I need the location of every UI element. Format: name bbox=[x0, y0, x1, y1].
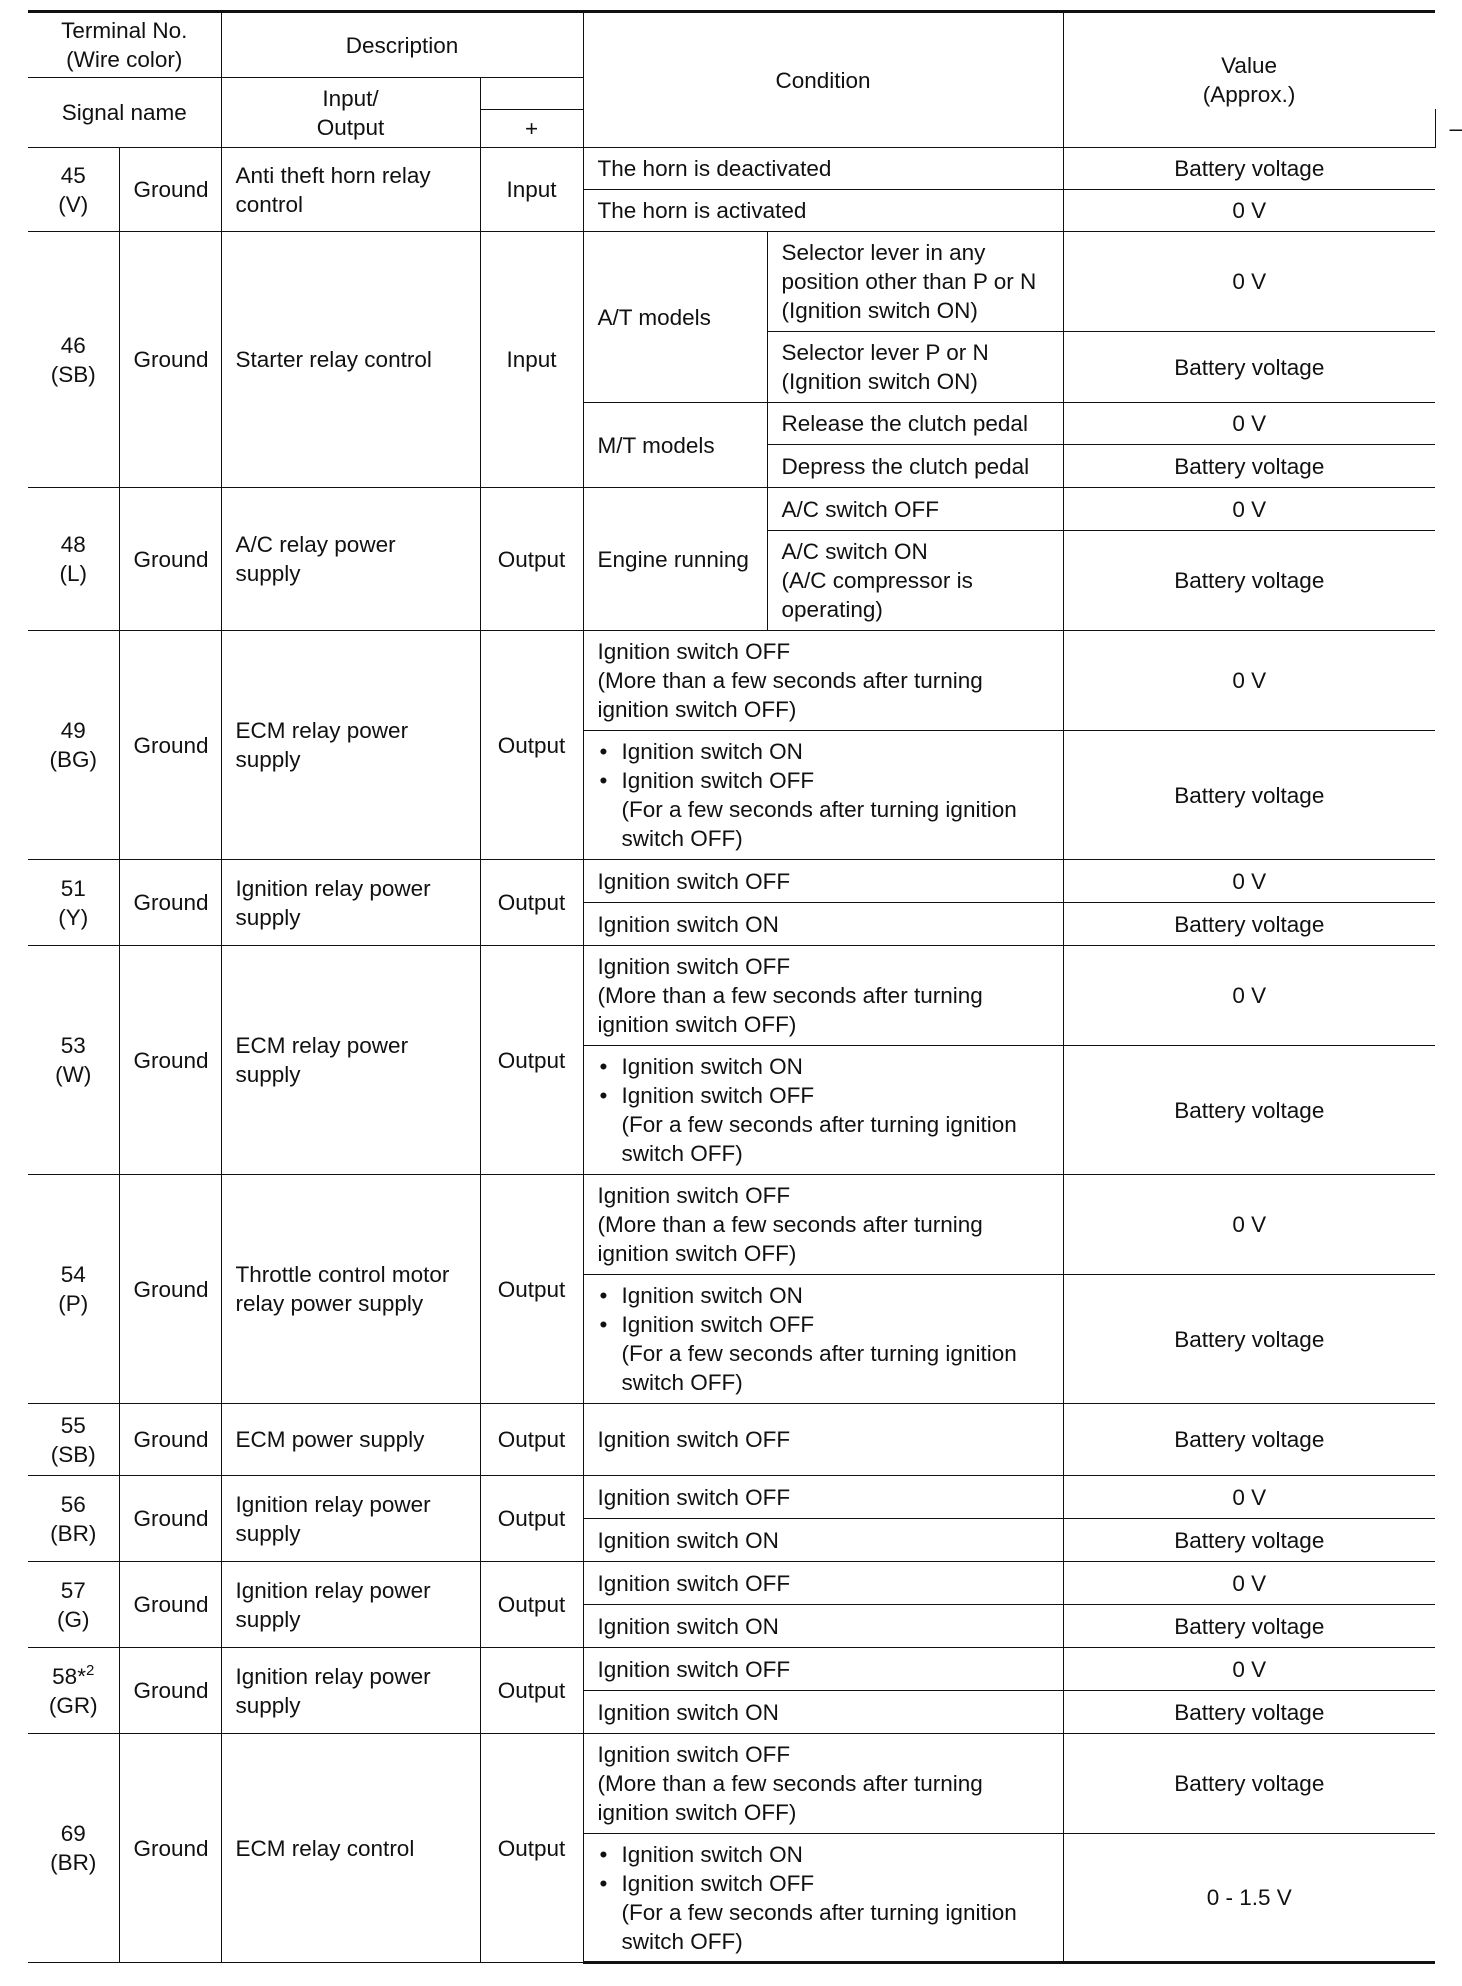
terminal-cell: 48 (L) bbox=[28, 488, 119, 631]
value-cell: Battery voltage bbox=[1063, 1734, 1435, 1834]
value-cell: 0 V bbox=[1063, 488, 1435, 531]
table-row bbox=[28, 946, 1435, 1046]
plus-header: + bbox=[480, 110, 583, 148]
terminal-cell: 51 (Y) bbox=[28, 860, 119, 946]
ground-cell: Ground bbox=[119, 1734, 221, 1963]
condition-cell: Ignition switch OFF bbox=[583, 1476, 1063, 1519]
ground-cell: Ground bbox=[119, 148, 221, 232]
io-cell: Input bbox=[480, 148, 583, 232]
header-row: + – bbox=[28, 110, 1435, 148]
table-row bbox=[28, 860, 1435, 903]
signal-cell: Throttle control motor relay power supply bbox=[221, 1175, 480, 1404]
condition-cell: Ignition switch OFF bbox=[583, 1404, 1063, 1476]
condition-cell: Ignition switch ON bbox=[583, 1691, 1063, 1734]
table-row bbox=[28, 232, 1435, 332]
table-row bbox=[28, 631, 1435, 731]
condition-cell: Ignition switch ON bbox=[583, 903, 1063, 946]
table-row bbox=[28, 1404, 1435, 1476]
terminal-cell: 46 (SB) bbox=[28, 232, 119, 488]
value-cell: Battery voltage bbox=[1063, 1691, 1435, 1734]
signal-cell: Ignition relay power supply bbox=[221, 860, 480, 946]
ground-cell: Ground bbox=[119, 631, 221, 860]
signal-cell: Ignition relay power supply bbox=[221, 1562, 480, 1648]
value-cell: 0 - 1.5 V bbox=[1063, 1834, 1435, 1963]
table-row bbox=[28, 1175, 1435, 1275]
io-cell: Output bbox=[480, 946, 583, 1175]
value-cell: 0 V bbox=[1063, 1648, 1435, 1691]
value-cell: 0 V bbox=[1063, 190, 1435, 232]
signal-cell: Ignition relay power supply bbox=[221, 1648, 480, 1734]
value-header: Value (Approx.) bbox=[1063, 12, 1435, 148]
io-cell: Output bbox=[480, 1562, 583, 1648]
value-cell: Battery voltage bbox=[1063, 731, 1435, 860]
signal-cell: Ignition relay power supply bbox=[221, 1476, 480, 1562]
condition-cell: Selector lever P or N (Ignition switch ON) bbox=[767, 332, 1063, 403]
condition-cell: Release the clutch pedal bbox=[767, 403, 1063, 445]
value-cell: Battery voltage bbox=[1063, 148, 1435, 190]
value-cell: 0 V bbox=[1063, 631, 1435, 731]
condition-cell: • Ignition switch ON • Ignition switch OFF (For a few seconds after turning ignition switch OFF) bbox=[583, 1275, 1063, 1404]
condition-cell: Ignition switch OFF (More than a few seconds after turning ignition switch OFF) bbox=[583, 946, 1063, 1046]
io-cell: Output bbox=[480, 1175, 583, 1404]
terminal-cell: 58*$^2$ (GR) bbox=[28, 1648, 119, 1734]
ground-cell: Ground bbox=[119, 1648, 221, 1734]
table-row bbox=[28, 1648, 1435, 1691]
condition-cell: Selector lever in any position other than P or N (Ignition switch ON) bbox=[767, 232, 1063, 332]
table-row bbox=[28, 1734, 1435, 1834]
condition-cell: A/C switch ON (A/C compressor is operating) bbox=[767, 531, 1063, 631]
condition-cell: Depress the clutch pedal bbox=[767, 445, 1063, 488]
terminal-cell: 69 (BR) bbox=[28, 1734, 119, 1963]
value-cell: 0 V bbox=[1063, 860, 1435, 903]
terminal-header: Terminal No. (Wire color) bbox=[28, 12, 221, 78]
terminal-cell: 57 (G) bbox=[28, 1562, 119, 1648]
terminal-cell: 49 (BG) bbox=[28, 631, 119, 860]
condition-group-cell: A/T models bbox=[583, 232, 767, 403]
condition-cell: • Ignition switch ON • Ignition switch OFF (For a few seconds after turning ignition switch OFF) bbox=[583, 1834, 1063, 1963]
condition-group-cell: Engine running bbox=[583, 488, 767, 631]
condition-cell: Ignition switch OFF bbox=[583, 1648, 1063, 1691]
table-row bbox=[28, 148, 1435, 190]
ground-cell: Ground bbox=[119, 946, 221, 1175]
io-cell: Output bbox=[480, 1648, 583, 1734]
input-output-header: Input/ Output bbox=[221, 78, 480, 148]
condition-cell: Ignition switch OFF (More than a few seconds after turning ignition switch OFF) bbox=[583, 1734, 1063, 1834]
condition-cell: The horn is activated bbox=[583, 190, 1063, 232]
condition-header: Condition bbox=[583, 12, 1063, 148]
condition-cell: Ignition switch OFF bbox=[583, 860, 1063, 903]
signal-cell: Starter relay control bbox=[221, 232, 480, 488]
value-cell: 0 V bbox=[1063, 1175, 1435, 1275]
value-cell: Battery voltage bbox=[1063, 1519, 1435, 1562]
io-cell: Output bbox=[480, 1404, 583, 1476]
value-cell: 0 V bbox=[1063, 403, 1435, 445]
condition-cell: • Ignition switch ON • Ignition switch OFF (For a few seconds after turning ignition switch OFF) bbox=[583, 1046, 1063, 1175]
io-cell: Input bbox=[480, 232, 583, 488]
value-cell: 0 V bbox=[1063, 946, 1435, 1046]
io-cell: Output bbox=[480, 488, 583, 631]
value-cell: Battery voltage bbox=[1063, 903, 1435, 946]
header-row bbox=[28, 12, 1435, 78]
signal-cell: ECM relay power supply bbox=[221, 946, 480, 1175]
condition-cell: • Ignition switch ON • Ignition switch OFF (For a few seconds after turning ignition switch OFF) bbox=[583, 731, 1063, 860]
terminal-cell: 45 (V) bbox=[28, 148, 119, 232]
io-cell: Output bbox=[480, 860, 583, 946]
signal-name-header: Signal name bbox=[28, 78, 221, 148]
signal-cell: ECM relay control bbox=[221, 1734, 480, 1963]
signal-cell: Anti theft horn relay control bbox=[221, 148, 480, 232]
terminal-cell: 53 (W) bbox=[28, 946, 119, 1175]
signal-cell: ECM power supply bbox=[221, 1404, 480, 1476]
io-cell: Output bbox=[480, 1734, 583, 1963]
condition-cell: The horn is deactivated bbox=[583, 148, 1063, 190]
value-cell: Battery voltage bbox=[1063, 1605, 1435, 1648]
value-cell: 0 V bbox=[1063, 1476, 1435, 1519]
value-cell: Battery voltage bbox=[1063, 531, 1435, 631]
table-row bbox=[28, 1562, 1435, 1605]
value-cell: Battery voltage bbox=[1063, 1404, 1435, 1476]
condition-cell: Ignition switch OFF bbox=[583, 1562, 1063, 1605]
signal-cell: A/C relay power supply bbox=[221, 488, 480, 631]
terminal-cell: 56 (BR) bbox=[28, 1476, 119, 1562]
table-row bbox=[28, 488, 1435, 531]
ground-cell: Ground bbox=[119, 860, 221, 946]
value-cell: Battery voltage bbox=[1063, 445, 1435, 488]
ecm-terminal-table bbox=[28, 10, 1462, 1964]
condition-cell: A/C switch OFF bbox=[767, 488, 1063, 531]
description-header: Description bbox=[221, 12, 583, 78]
value-cell: Battery voltage bbox=[1063, 1275, 1435, 1404]
signal-cell: ECM relay power supply bbox=[221, 631, 480, 860]
io-cell: Output bbox=[480, 631, 583, 860]
value-cell: Battery voltage bbox=[1063, 332, 1435, 403]
table-row bbox=[28, 1476, 1435, 1519]
condition-cell: Ignition switch OFF (More than a few seconds after turning ignition switch OFF) bbox=[583, 1175, 1063, 1275]
ground-cell: Ground bbox=[119, 1562, 221, 1648]
condition-cell: Ignition switch ON bbox=[583, 1605, 1063, 1648]
ground-cell: Ground bbox=[119, 1476, 221, 1562]
io-cell: Output bbox=[480, 1476, 583, 1562]
condition-cell: Ignition switch ON bbox=[583, 1519, 1063, 1562]
ground-cell: Ground bbox=[119, 232, 221, 488]
condition-group-cell: M/T models bbox=[583, 403, 767, 488]
value-cell: 0 V bbox=[1063, 232, 1435, 332]
ground-cell: Ground bbox=[119, 1175, 221, 1404]
ground-cell: Ground bbox=[119, 1404, 221, 1476]
value-cell: 0 V bbox=[1063, 1562, 1435, 1605]
ground-cell: Ground bbox=[119, 488, 221, 631]
terminal-cell: 55 (SB) bbox=[28, 1404, 119, 1476]
terminal-cell: 54 (P) bbox=[28, 1175, 119, 1404]
value-cell: Battery voltage bbox=[1063, 1046, 1435, 1175]
footnote-marker: 2 bbox=[85, 1661, 95, 1679]
condition-cell: Ignition switch OFF (More than a few seconds after turning ignition switch OFF) bbox=[583, 631, 1063, 731]
